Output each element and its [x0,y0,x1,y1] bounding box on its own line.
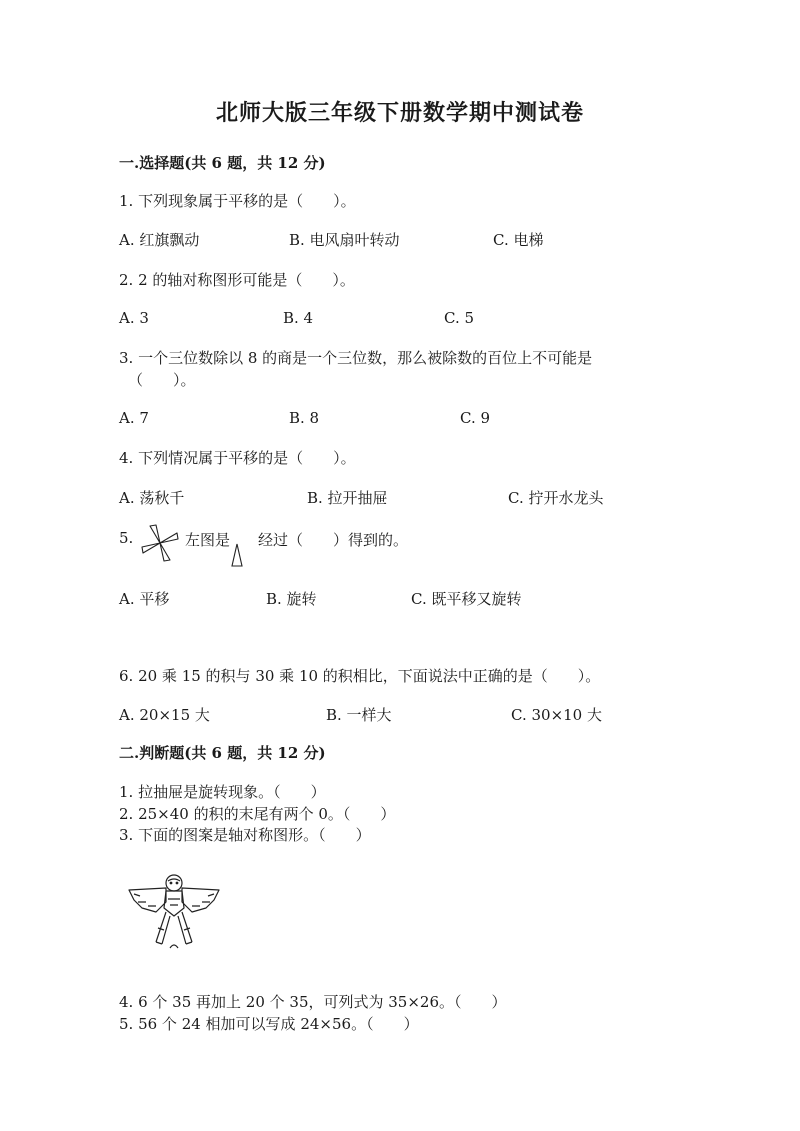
judgement-3: 3. 下面的图案是轴对称图形。（ ） [119,826,371,844]
pinwheel-figure [136,523,184,563]
section-heading-choice: 一.选择题(共 6 题，共 12 分) [119,154,326,172]
question-5-text-b: 经过（ ）得到的。 [258,531,409,549]
q4-option-c[interactable]: C. 拧开水龙头 [508,489,604,507]
q5-option-b[interactable]: B. 旋转 [266,590,317,608]
question-3-continuation: （ ）。 [128,371,196,389]
q1-option-c[interactable]: C. 电梯 [493,231,544,249]
question-4: 4. 下列情况属于平移的是（ ）。 [119,449,356,467]
q3-option-c[interactable]: C. 9 [460,409,491,427]
section-heading-judgement: 二.判断题(共 6 题，共 12 分) [119,744,326,762]
q6-option-a[interactable]: A. 20×15 大 [119,706,210,724]
question-6: 6. 20 乘 15 的积与 30 乘 10 的积相比，下面说法中正确的是（ ）。 [119,667,601,685]
q2-option-c[interactable]: C. 5 [444,309,475,327]
q4-option-b[interactable]: B. 拉开抽屉 [307,489,388,507]
question-3: 3. 一个三位数除以 8 的商是一个三位数，那么被除数的百位上不可能是 [119,349,593,367]
q6-option-c[interactable]: C. 30×10 大 [511,706,602,724]
q1-option-a[interactable]: A. 红旗飘动 [119,231,200,249]
q5-option-a[interactable]: A. 平移 [119,590,170,608]
question-2: 2. 2 的轴对称图形可能是（ ）。 [119,271,355,289]
page-title: 北师大版三年级下册数学期中测试卷 [215,100,584,126]
q4-option-a[interactable]: A. 荡秋千 [119,489,185,507]
q2-option-a[interactable]: A. 3 [119,309,149,327]
question-1: 1. 下列现象属于平移的是（ ）。 [119,192,356,210]
q3-option-a[interactable]: A. 7 [119,409,149,427]
question-5-text-a: 左图是 [185,531,231,549]
kite-figure [126,872,222,952]
question-5-number: 5. [119,529,134,547]
judgement-5: 5. 56 个 24 相加可以写成 24×56。（ ） [119,1015,419,1033]
triangle-figure [229,542,245,568]
judgement-2: 2. 25×40 的积的末尾有两个 0。（ ） [119,805,396,823]
q3-option-b[interactable]: B. 8 [289,409,320,427]
q2-option-b[interactable]: B. 4 [283,309,314,327]
judgement-4: 4. 6 个 35 再加上 20 个 35，可列式为 35×26。（ ） [119,993,507,1011]
q5-option-c[interactable]: C. 既平移又旋转 [411,590,522,608]
judgement-1: 1. 拉抽屉是旋转现象。（ ） [119,783,326,801]
q1-option-b[interactable]: B. 电风扇叶转动 [289,231,400,249]
q6-option-b[interactable]: B. 一样大 [326,706,392,724]
